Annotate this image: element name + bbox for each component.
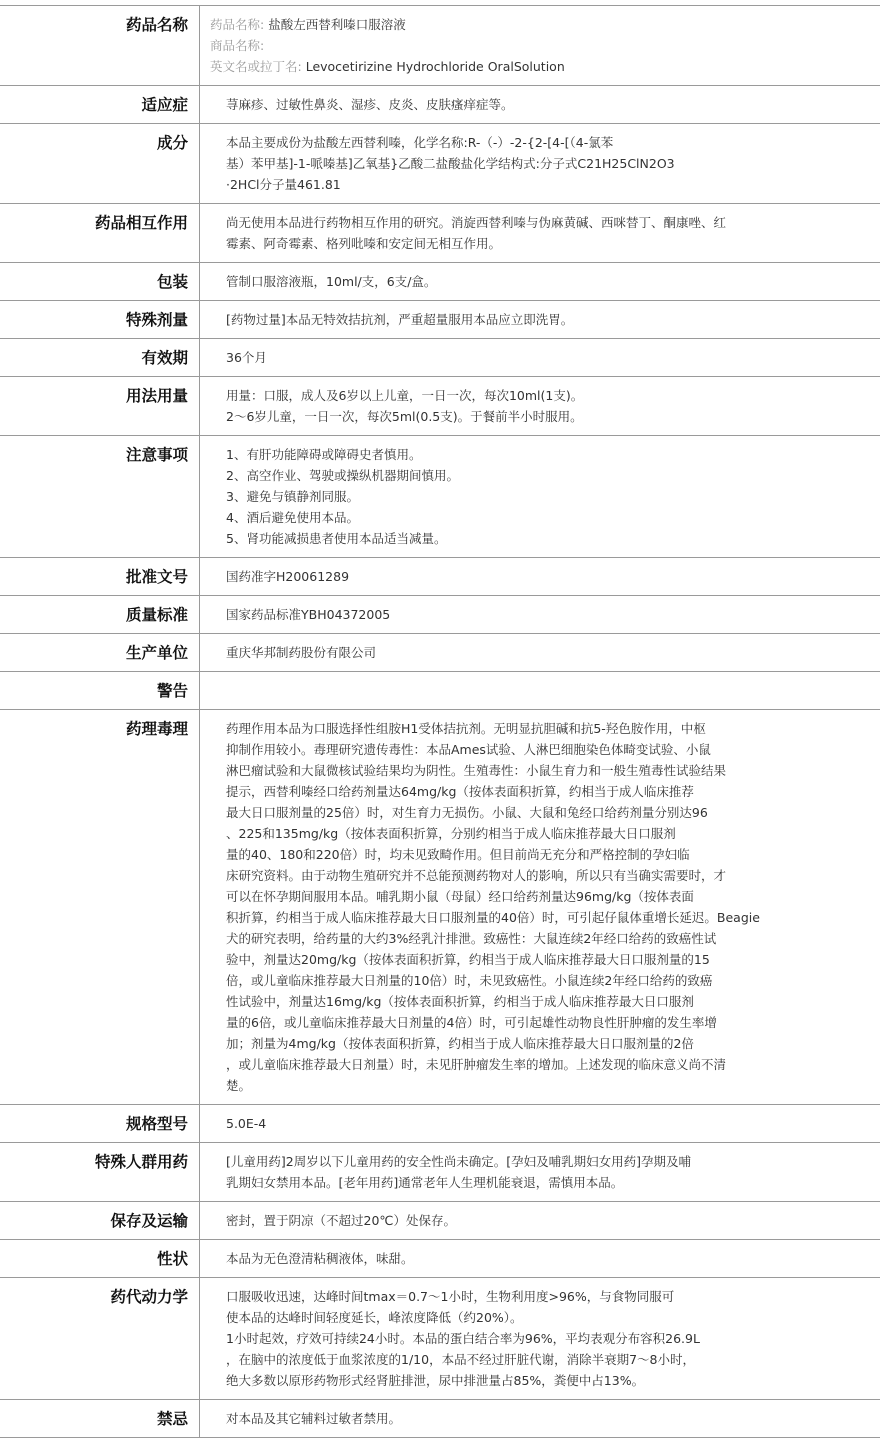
row-value-line: 药理作用本品为口服选择性组胺H1受体拮抗剂。无明显抗胆碱和抗5-羟色胺作用，中枢 bbox=[226, 721, 706, 736]
row-value-line: 国药准字H20061289 bbox=[226, 569, 350, 584]
row-drug-name bbox=[0, 5, 880, 86]
row-label: 特殊剂量 bbox=[0, 301, 200, 338]
row-label: 有效期 bbox=[0, 339, 200, 376]
row-value-line: 楚。 bbox=[226, 1078, 252, 1093]
info-row bbox=[0, 1105, 880, 1143]
row-value-line: 积折算，约相当于成人临床推荐最大日口服剂量的40倍）时，可引起仔鼠体重增长延迟。Beagie bbox=[226, 910, 760, 925]
row-label: 药品相互作用 bbox=[0, 204, 200, 262]
row-label: 规格型号 bbox=[0, 1105, 200, 1142]
info-row bbox=[0, 1143, 880, 1202]
row-value-line: 2、高空作业、驾驶或操纵机器期间慎用。 bbox=[226, 468, 459, 483]
row-value bbox=[200, 1240, 880, 1277]
row-value-line: ，或儿童临床推荐最大日剂量）时，未见肝肿瘤发生率的增加。上述发现的临床意义尚不清 bbox=[226, 1057, 727, 1072]
row-value-line: 霉素、阿奇霉素、格列吡嗪和安定间无相互作用。 bbox=[226, 236, 502, 251]
row-value-line: 重庆华邦制药股份有限公司 bbox=[226, 645, 377, 660]
info-row bbox=[0, 124, 880, 204]
row-value bbox=[200, 710, 880, 1104]
row-value bbox=[200, 558, 880, 595]
row-value-line: 犬的研究表明，给药量的大约3%经乳汁排泄。致癌性：大鼠连续2年经口给药的致癌性试 bbox=[226, 931, 717, 946]
info-row bbox=[0, 377, 880, 436]
row-value-line: 1小时起效，疗效可持续24小时。本品的蛋白结合率为96%，平均表观分布容积26.9L bbox=[226, 1331, 700, 1346]
row-value-line: 2～6岁儿童，一日一次，每次5ml(0.5支)。于餐前半小时服用。 bbox=[226, 409, 583, 424]
row-value-line: 基）苯甲基]-1-哌嗪基]乙氧基}乙酸二盐酸盐化学结构式:分子式C21H25ClN2O3 bbox=[226, 156, 675, 171]
row-value bbox=[200, 1143, 880, 1201]
english-name-label: 英文名或拉丁名: bbox=[210, 59, 302, 74]
row-value bbox=[200, 263, 880, 300]
row-value bbox=[200, 672, 880, 709]
row-value-line: 4、酒后避免使用本品。 bbox=[226, 510, 359, 525]
info-row bbox=[0, 1240, 880, 1278]
row-label: 成分 bbox=[0, 124, 200, 203]
row-value bbox=[200, 1278, 880, 1399]
info-row bbox=[0, 263, 880, 301]
row-value bbox=[200, 634, 880, 671]
info-row bbox=[0, 1278, 880, 1400]
row-value-line: 本品为无色澄清粘稠液体，味甜。 bbox=[226, 1251, 414, 1266]
row-value-line: 性试验中，剂量达16mg/kg（按体表面积折算，约相当于成人临床推荐最大日口服剂 bbox=[226, 994, 694, 1009]
trade-name-line bbox=[210, 35, 880, 56]
row-value-line: 倍，或儿童临床推荐最大日剂量的10倍）时，未见致癌性。小鼠连续2年经口给药的致癌 bbox=[226, 973, 713, 988]
row-label: 批准文号 bbox=[0, 558, 200, 595]
generic-name-label: 药品名称: bbox=[210, 17, 265, 32]
info-row bbox=[0, 436, 880, 558]
row-value-line: 对本品及其它辅料过敏者禁用。 bbox=[226, 1411, 402, 1426]
row-value bbox=[200, 204, 880, 262]
info-row bbox=[0, 86, 880, 124]
row-value-line: 抑制作用较小。毒理研究遗传毒性：本品Ames试验、人淋巴细胞染色体畸变试验、小鼠 bbox=[226, 742, 711, 757]
row-value-line: ·2HCl分子量461.81 bbox=[226, 177, 341, 192]
row-value-line: 验中，剂量达20mg/kg（按体表面积折算，约相当于成人临床推荐最大日口服剂量的15 bbox=[226, 952, 710, 967]
row-value-line: 管制口服溶液瓶，10ml/支，6支/盒。 bbox=[226, 274, 437, 289]
row-value-line: [药物过量]本品无特效拮抗剂，严重超量服用本品应立即洗胃。 bbox=[226, 312, 574, 327]
row-value-line: 密封，置于阴凉（不超过20℃）处保存。 bbox=[226, 1213, 456, 1228]
row-value-line: 荨麻疹、过敏性鼻炎、湿疹、皮炎、皮肤瘙痒症等。 bbox=[226, 97, 514, 112]
row-value-line: 最大日口服剂量的25倍）时，对生育力无损伤。小鼠、大鼠和兔经口给药剂量分别达96 bbox=[226, 805, 708, 820]
row-label: 警告 bbox=[0, 672, 200, 709]
generic-name-line bbox=[210, 14, 880, 35]
english-name-value: Levocetirizine Hydrochloride OralSolution bbox=[305, 59, 565, 74]
row-value-line: 口服吸收迅速，达峰时间tmax＝0.7～1小时，生物利用度>96%，与食物同服可 bbox=[226, 1289, 675, 1304]
info-row bbox=[0, 672, 880, 710]
info-row bbox=[0, 1202, 880, 1240]
row-value-line: 可以在怀孕期间服用本品。哺乳期小鼠（母鼠）经口给药剂量达96mg/kg（按体表面 bbox=[226, 889, 694, 904]
info-row bbox=[0, 339, 880, 377]
drug-info-table bbox=[0, 5, 880, 1438]
info-row bbox=[0, 710, 880, 1105]
row-label: 生产单位 bbox=[0, 634, 200, 671]
row-label: 质量标准 bbox=[0, 596, 200, 633]
row-value-line: 提示，西替利嗪经口给药剂量达64mg/kg（按体表面积折算，约相当于成人临床推荐 bbox=[226, 784, 694, 799]
row-value-line: 用量：口服，成人及6岁以上儿童，一日一次，每次10ml(1支)。 bbox=[226, 388, 584, 403]
row-value bbox=[200, 1105, 880, 1142]
row-label: 适应症 bbox=[0, 86, 200, 123]
info-row bbox=[0, 301, 880, 339]
row-value-line: 本品主要成份为盐酸左西替利嗪，化学名称:R-（-）-2-{2-[4-[（4-氯苯 bbox=[226, 135, 614, 150]
row-value-line: 、225和135mg/kg（按体表面积折算，分别约相当于成人临床推荐最大日口服剂 bbox=[226, 826, 676, 841]
row-value-line: 床研究资料。由于动物生殖研究并不总能预测药物对人的影响，所以只有当确实需要时，才 bbox=[226, 868, 727, 883]
row-value-line: 1、有肝功能障碍或障碍史者慎用。 bbox=[226, 447, 422, 462]
row-label: 用法用量 bbox=[0, 377, 200, 435]
row-value bbox=[200, 1202, 880, 1239]
row-value bbox=[200, 124, 880, 203]
row-value-line: 量的40、180和220倍）时，均未见致畸作用。但目前尚无充分和严格控制的孕妇临 bbox=[226, 847, 690, 862]
row-value-line: 3、避免与镇静剂同服。 bbox=[226, 489, 359, 504]
row-value-line: [儿童用药]2周岁以下儿童用药的安全性尚未确定。[孕妇及哺乳期妇女用药]孕期及哺 bbox=[226, 1154, 691, 1169]
row-value-line: 绝大多数以原形药物形式经肾脏排泄，尿中排泄量占85%，粪便中占13%。 bbox=[226, 1373, 645, 1388]
english-name-line bbox=[210, 56, 880, 77]
info-row bbox=[0, 634, 880, 672]
trade-name-label: 商品名称: bbox=[210, 38, 265, 53]
info-row bbox=[0, 558, 880, 596]
row-value-line: 尚无使用本品进行药物相互作用的研究。消旋西替利嗪与伪麻黄碱、西咪替丁、酮康唑、红 bbox=[226, 215, 727, 230]
row-label: 注意事项 bbox=[0, 436, 200, 557]
row-value-line: 乳期妇女禁用本品。[老年用药]通常老年人生理机能衰退，需慎用本品。 bbox=[226, 1175, 624, 1190]
row-value bbox=[200, 1400, 880, 1437]
row-value-line: 加；剂量为4mg/kg（按体表面积折算，约相当于成人临床推荐最大日口服剂量的2倍 bbox=[226, 1036, 694, 1051]
row-value-line bbox=[226, 680, 880, 701]
row-label: 性状 bbox=[0, 1240, 200, 1277]
row-label: 特殊人群用药 bbox=[0, 1143, 200, 1201]
row-value-line: 5、肾功能减损患者使用本品适当减量。 bbox=[226, 531, 447, 546]
generic-name-value: 盐酸左西替利嗪口服溶液 bbox=[268, 17, 406, 32]
row-value-line: 使本品的达峰时间轻度延长，峰浓度降低（约20%）。 bbox=[226, 1310, 523, 1325]
row-label: 药品名称 bbox=[0, 6, 200, 85]
row-value-line: ，在脑中的浓度低于血浆浓度的1/10，本品不经过肝脏代谢，消除半衰期7～8小时， bbox=[226, 1352, 695, 1367]
row-value bbox=[200, 436, 880, 557]
row-value bbox=[200, 596, 880, 633]
row-label: 药理毒理 bbox=[0, 710, 200, 1104]
row-value bbox=[200, 301, 880, 338]
row-value-line: 5.0E-4 bbox=[226, 1116, 267, 1131]
row-value-line: 国家药品标准YBH04372005 bbox=[226, 607, 391, 622]
row-value-line: 36个月 bbox=[226, 350, 267, 365]
row-value-line: 量的6倍，或儿童临床推荐最大日剂量的4倍）时，可引起雄性动物良性肝肿瘤的发生率增 bbox=[226, 1015, 717, 1030]
row-value bbox=[200, 339, 880, 376]
row-label: 药代动力学 bbox=[0, 1278, 200, 1399]
row-label: 包装 bbox=[0, 263, 200, 300]
info-row bbox=[0, 204, 880, 263]
info-row bbox=[0, 596, 880, 634]
row-label: 禁忌 bbox=[0, 1400, 200, 1437]
row-value-line: 淋巴瘤试验和大鼠微核试验结果均为阴性。生殖毒性：小鼠生育力和一般生殖毒性试验结果 bbox=[226, 763, 727, 778]
row-label: 保存及运输 bbox=[0, 1202, 200, 1239]
row-value bbox=[200, 6, 880, 85]
row-value bbox=[200, 377, 880, 435]
info-row bbox=[0, 1400, 880, 1438]
row-value bbox=[200, 86, 880, 123]
